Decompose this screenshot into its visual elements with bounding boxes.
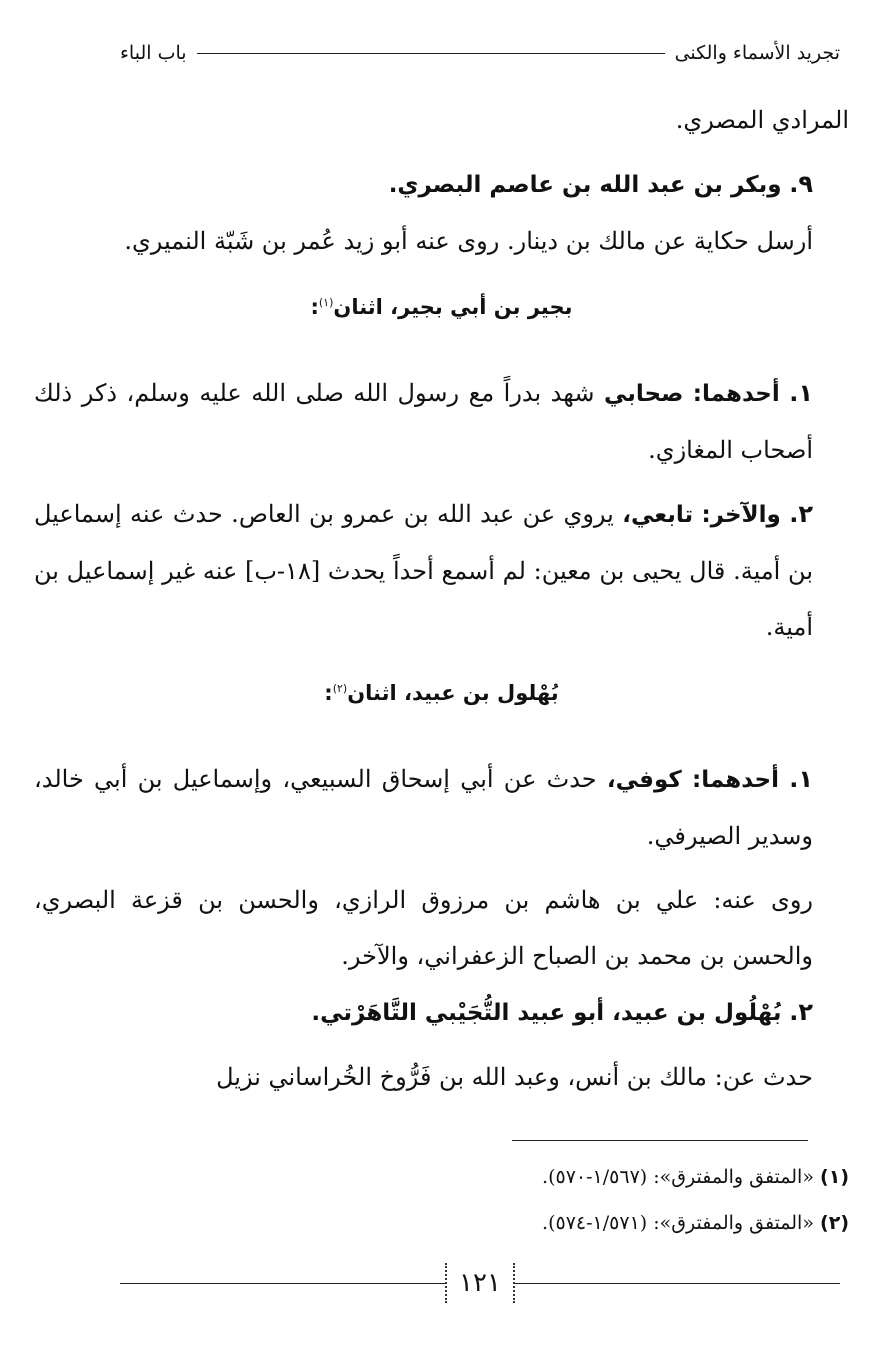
main-text: [34, 92, 849, 1105]
entry-kind: تابعي،: [622, 502, 694, 528]
entry-name: بُهْلُول بن عبيد، أبو عبيد التُّجَيْبي التَّاهَرْتي.: [311, 1000, 782, 1026]
page-footer: [120, 1258, 840, 1308]
section-heading-bujayr: [34, 275, 849, 335]
footer-rule-right: [515, 1283, 840, 1284]
entry-text: حدث عن أبي إسحاق السبيعي، وإسماعيل بن أبي خالد، وسدير الصيرفي.: [34, 765, 813, 850]
narrators-text: روى عنه: علي بن هاشم بن مرزوق الرازي، والحسن بن قزعة البصري، والحسن بن محمد بن الصباح الزعفراني، والآخر.: [34, 886, 813, 970]
entry-number: ٩.: [789, 170, 813, 198]
entry-text: يروي عن عبد الله بن عمرو بن العاص. حدث عنه إسماعيل بن أمية. قال يحيى بن معين: لم أسمع أحداً يحدث [١٨-ب] عنه غير إسماعيل بن أمية.: [34, 500, 814, 641]
entry-number: ٢.: [789, 998, 813, 1026]
footnotes: [34, 1154, 849, 1246]
entry-number: ٢.: [789, 500, 813, 528]
bujayr-entry-2: [34, 486, 849, 655]
entry-text: أرسل حكاية عن مالك بن دينار. روى عنه أبو زيد عُمر بن شَبّة النميري.: [124, 227, 813, 255]
buhlul-entry-2-text: [34, 1049, 849, 1105]
entry-text: حدث عن: مالك بن أنس، وعبد الله بن فَرُّوخ الخُراساني نزيل: [216, 1063, 813, 1091]
page-number: ١٢١: [445, 1263, 515, 1303]
heading-title: بُهْلول بن عبيد، اثنان: [347, 681, 559, 705]
buhlul-entry-2-title: [34, 984, 849, 1041]
entry-9-text: [34, 213, 849, 269]
buhlul-entry-1: [34, 751, 849, 864]
continuation-paragraph: [34, 92, 849, 148]
entry-label: أحدهما:: [692, 767, 779, 793]
running-header: [120, 36, 840, 70]
entry-9-title: [34, 156, 849, 213]
buhlul-entry-1-narrators: [34, 872, 849, 984]
entry-kind: صحابي: [603, 381, 684, 407]
entry-text: شهد بدراً مع رسول الله صلى الله عليه وسلم، ذكر ذلك أصحاب المغازي.: [34, 379, 813, 464]
heading-colon: :: [324, 681, 333, 705]
footnote-separator: [512, 1140, 808, 1141]
heading-title: بجير بن أبي بجير، اثنان: [333, 295, 573, 319]
footnote-text: «المتفق والمفترق»: (١/٥٦٧-٥٧٠).: [542, 1166, 814, 1188]
entry-label: والآخر:: [701, 502, 781, 528]
book-title: تجريد الأسماء والكنى: [674, 42, 840, 64]
entry-number: ١.: [789, 379, 813, 407]
heading-colon: :: [310, 295, 319, 319]
footnote-2: [34, 1200, 849, 1246]
entry-name: وبكر بن عبد الله بن عاصم البصري.: [388, 172, 782, 198]
chapter-title: باب الباء: [120, 42, 187, 64]
entry-number: ١.: [789, 765, 813, 793]
continuation-text: المرادي المصري.: [675, 106, 849, 134]
section-heading-buhlul: [34, 661, 849, 721]
entry-label: أحدهما:: [692, 381, 780, 407]
entry-kind: كوفي،: [606, 767, 682, 793]
footnote-number: (١): [820, 1166, 849, 1188]
footnote-1: [34, 1154, 849, 1200]
bujayr-entry-1: [34, 365, 849, 478]
footnote-text: «المتفق والمفترق»: (١/٥٧١-٥٧٤).: [542, 1212, 814, 1234]
header-rule: [197, 53, 665, 54]
footnote-number: (٢): [820, 1212, 849, 1234]
footer-rule-left: [120, 1283, 445, 1284]
footnote-ref: (٢): [332, 682, 348, 695]
footnote-ref: (١): [318, 296, 334, 309]
